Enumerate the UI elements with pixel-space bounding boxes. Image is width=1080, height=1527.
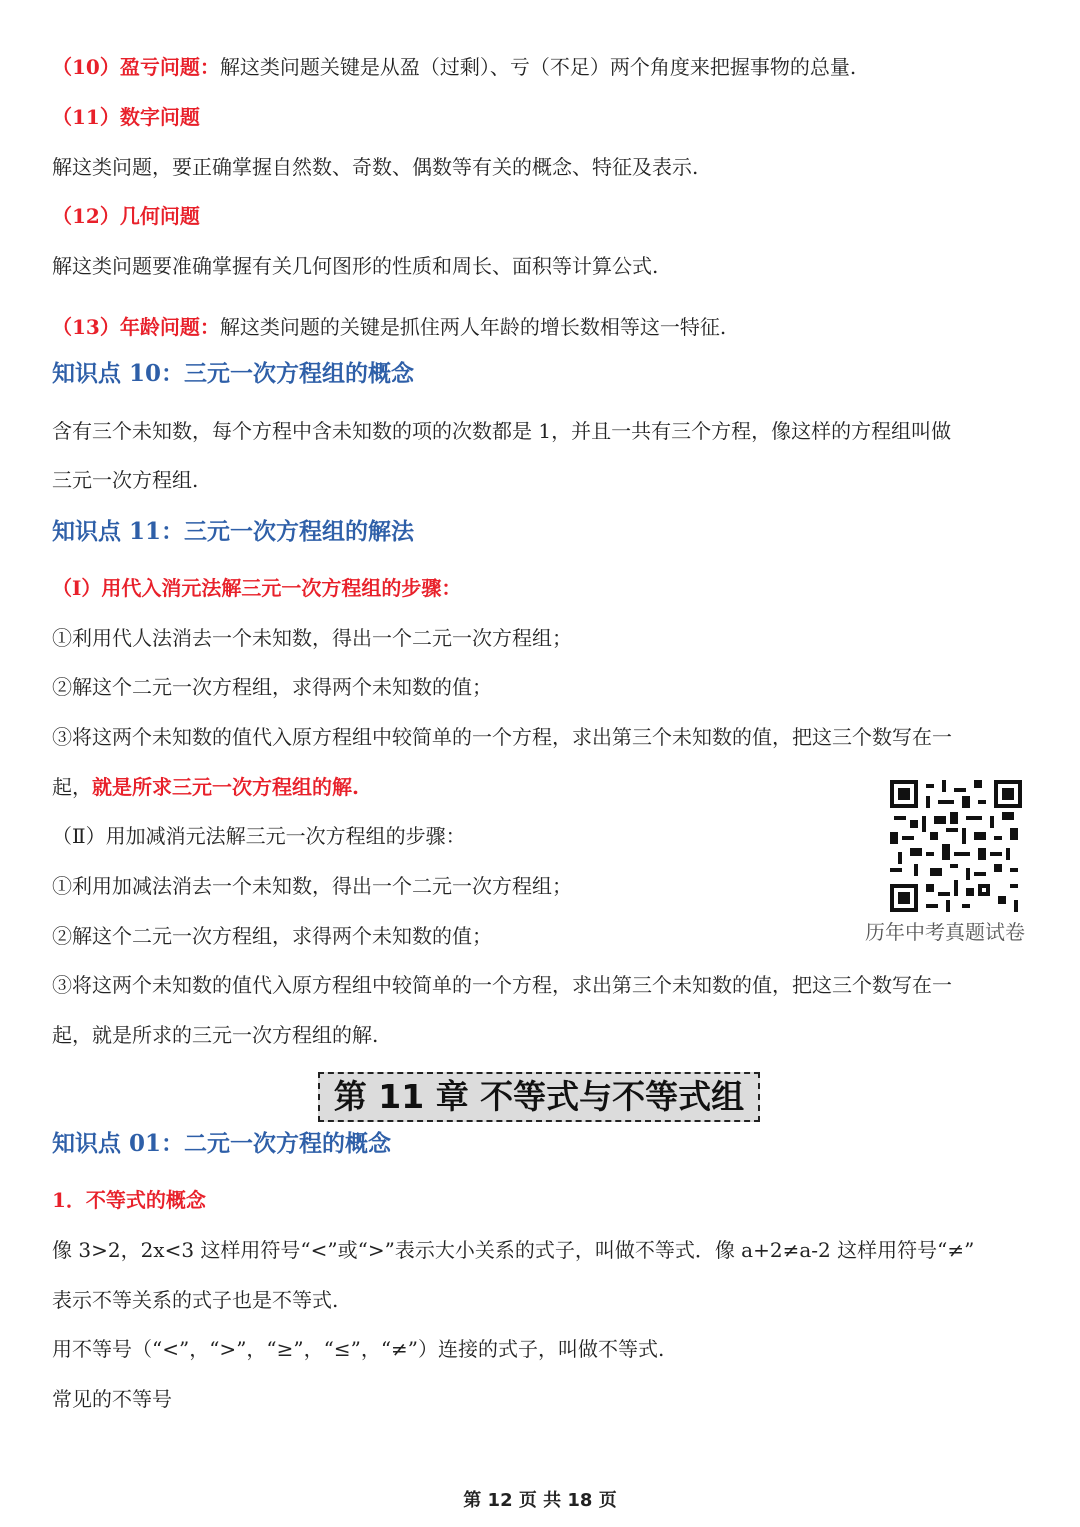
method-2-step-1: ①利用加减法消去一个未知数，得出一个二元一次方程组； xyxy=(52,874,572,898)
subsection-heading-1: 1．不等式的概念 xyxy=(52,1188,206,1212)
method-1-step-2: ②解这个二元一次方程组，求得两个未知数的值； xyxy=(52,675,492,699)
qr-code[interactable] xyxy=(890,780,1022,912)
step-3-prefix: 起， xyxy=(52,775,92,799)
item-13-body: 解这类问题的关键是抓住两人年龄的增长数相等这一特征. xyxy=(219,315,727,339)
method-2-step-2: ②解这个二元一次方程组，求得两个未知数的值； xyxy=(52,924,492,948)
method-2-step-3-cont: 起，就是所求的三元一次方程组的解. xyxy=(52,1023,379,1047)
item-11-body: 解这类问题，要正确掌握自然数、奇数、偶数等有关的概念、特征及表示. xyxy=(52,155,699,179)
paragraph-inequality-a: 像 3>2，2x<3 这样用符号“<”或“>”表示大小关系的式子，叫做不等式．像 a+2≠a-2 这样用符号“≠” xyxy=(52,1238,975,1262)
page-footer: 第 12 页 共 18 页 xyxy=(463,1490,617,1511)
item-11-heading: （11）数字问题 xyxy=(52,105,200,129)
section-heading-11: 知识点 11：三元一次方程组的解法 xyxy=(52,518,415,545)
section-heading-10: 知识点 10：三元一次方程组的概念 xyxy=(52,360,415,387)
paragraph-inequality-c: 用不等号（“<”，“>”，“≥”，“≤”，“≠”）连接的式子，叫做不等式. xyxy=(52,1337,665,1361)
paragraph-10a: 含有三个未知数，每个方程中含未知数的项的次数都是 1，并且一共有三个方程，像这样的方程组叫做 xyxy=(52,419,952,443)
method-1-step-1: ①利用代人法消去一个未知数，得出一个二元一次方程组； xyxy=(52,626,572,650)
item-10 xyxy=(52,54,856,80)
method-2-heading: （Ⅱ）用加减消元法解三元一次方程组的步骤： xyxy=(52,824,466,848)
item-10-heading: （10）盈亏问题： xyxy=(52,55,220,79)
item-13 xyxy=(52,314,726,340)
method-1-step-3: ③将这两个未知数的值代入原方程组中较简单的一个方程，求出第三个未知数的值，把这三个数写在一 xyxy=(52,725,952,749)
item-13-heading: （13）年龄问题： xyxy=(52,315,220,339)
item-10-body: 解这类问题关键是从盈（过剩）、亏（不足）两个角度来把握事物的总量. xyxy=(219,55,857,79)
paragraph-inequality-d: 常见的不等号 xyxy=(52,1387,172,1411)
step-3-emphasis: 就是所求三元一次方程组的解. xyxy=(92,775,359,799)
method-1-heading: （Ⅰ）用代入消元法解三元一次方程组的步骤： xyxy=(52,576,462,600)
section-heading-01: 知识点 01：二元一次方程的概念 xyxy=(52,1130,392,1157)
item-12-body: 解这类问题要准确掌握有关几何图形的性质和周长、面积等计算公式. xyxy=(52,254,659,278)
method-2-step-3: ③将这两个未知数的值代入原方程组中较简单的一个方程，求出第三个未知数的值，把这三个数写在一 xyxy=(52,973,952,997)
method-1-step-3-cont xyxy=(52,774,359,800)
paragraph-inequality-b: 表示不等关系的式子也是不等式. xyxy=(52,1288,339,1312)
chapter-title: 第 11 章 不等式与不等式组 xyxy=(318,1072,760,1122)
qr-caption: 历年中考真题试卷 xyxy=(865,920,1025,944)
item-12-heading: （12）几何问题 xyxy=(52,204,200,228)
paragraph-10b: 三元一次方程组. xyxy=(52,468,199,492)
